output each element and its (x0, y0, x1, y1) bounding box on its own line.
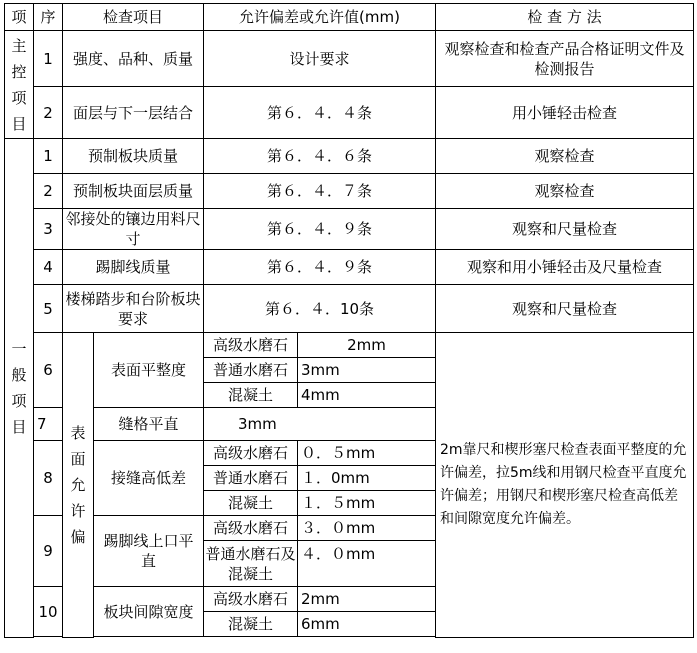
row-allowance: 第６．４．10条 (204, 285, 436, 333)
value-cell: ０．５mm (298, 441, 436, 466)
row-number: 1 (34, 31, 63, 87)
general-group-label: 一般项目 (5, 139, 34, 638)
row-number: 4 (34, 250, 63, 285)
value-cell: １．５mm (298, 491, 436, 516)
row-allowance: 第６．４．７条 (204, 174, 436, 209)
table-row (5, 31, 694, 87)
header-category: 项 (5, 4, 34, 31)
row-item: 踢脚线质量 (63, 250, 204, 285)
header-item: 检查项目 (63, 4, 204, 31)
row-allowance: 第６．４．６条 (204, 139, 436, 174)
row-item: 邻接处的镶边用料尺寸 (63, 209, 204, 250)
material-cell: 混凝土 (204, 491, 298, 516)
table-row (5, 87, 694, 139)
header-method: 检 查 方 法 (436, 4, 694, 31)
value-cell: 3mm (204, 408, 436, 441)
row-number: 7 (34, 408, 63, 441)
row-item: 面层与下一层结合 (63, 87, 204, 139)
row-method: 观察检查 (436, 139, 694, 174)
row-method: 观察和用小锤轻击及尺量检查 (436, 250, 694, 285)
material-cell: 高级水磨石 (204, 333, 298, 358)
deviation-method: 2m靠尺和楔形塞尺检查表面平整度的允许偏差，拉5m线和用钢尺检查平直度允许偏差；用钢尺和楔形塞尺检查高低差和间隙宽度允许偏差。 (436, 333, 694, 638)
value-cell: 2mm (298, 587, 436, 612)
row-item: 强度、品种、质量 (63, 31, 204, 87)
value-cell: ３．０mm (298, 516, 436, 541)
row-number: 5 (34, 285, 63, 333)
table-row (5, 285, 694, 333)
table-row (5, 139, 694, 174)
row-number: 6 (34, 333, 63, 408)
row-allowance: 第６．４．９条 (204, 209, 436, 250)
row-allowance: 设计要求 (204, 31, 436, 87)
value-cell: 4mm (298, 383, 436, 408)
material-cell: 混凝土 (204, 612, 298, 637)
row-item: 表面平整度 (94, 333, 204, 408)
value-cell: 6mm (298, 612, 436, 637)
row-item: 踢脚线上口平直 (94, 516, 204, 587)
inspection-table (4, 3, 694, 638)
row-allowance: 第６．４．４条 (204, 87, 436, 139)
row-method: 观察和尺量检查 (436, 209, 694, 250)
material-cell: 普通水磨石 (204, 466, 298, 491)
material-cell: 普通水磨石及混凝土 (204, 541, 298, 587)
row-number: 2 (34, 87, 63, 139)
material-cell: 高级水磨石 (204, 441, 298, 466)
row-item: 预制板块面层质量 (63, 174, 204, 209)
row-item: 接缝高低差 (94, 441, 204, 516)
row-number: 9 (34, 516, 63, 587)
main-group-label: 主控项目 (5, 31, 34, 139)
deviation-label: 表面允许偏 (63, 333, 94, 638)
row-method: 观察检查 (436, 174, 694, 209)
material-cell: 高级水磨石 (204, 587, 298, 612)
row-item: 预制板块质量 (63, 139, 204, 174)
row-item: 板块间隙宽度 (94, 587, 204, 637)
row-method: 观察检查和检查产品合格证明文件及检测报告 (436, 31, 694, 87)
header-seq: 序 (34, 4, 63, 31)
header-allowance: 允许偏差或允许值(mm) (204, 4, 436, 31)
row-method: 观察和尺量检查 (436, 285, 694, 333)
value-cell: 3mm (298, 358, 436, 383)
material-cell: 混凝土 (204, 383, 298, 408)
row-allowance: 第６．４．９条 (204, 250, 436, 285)
value-cell: １．0mm (298, 466, 436, 491)
row-number: 8 (34, 441, 63, 516)
table-row (5, 250, 694, 285)
row-method: 用小锤轻击检查 (436, 87, 694, 139)
material-cell: 高级水磨石 (204, 516, 298, 541)
value-cell: ４．０mm (298, 541, 436, 587)
material-cell: 普通水磨石 (204, 358, 298, 383)
row-number: 3 (34, 209, 63, 250)
table-header-row (5, 4, 694, 31)
row-number: 1 (34, 139, 63, 174)
table-row (5, 209, 694, 250)
row-number: 2 (34, 174, 63, 209)
row-item: 楼梯踏步和台阶板块要求 (63, 285, 204, 333)
row-item: 缝格平直 (94, 408, 204, 441)
row-number: 10 (34, 587, 63, 637)
table-row (5, 333, 694, 358)
value-cell: 2mm (298, 333, 436, 358)
table-row (5, 174, 694, 209)
